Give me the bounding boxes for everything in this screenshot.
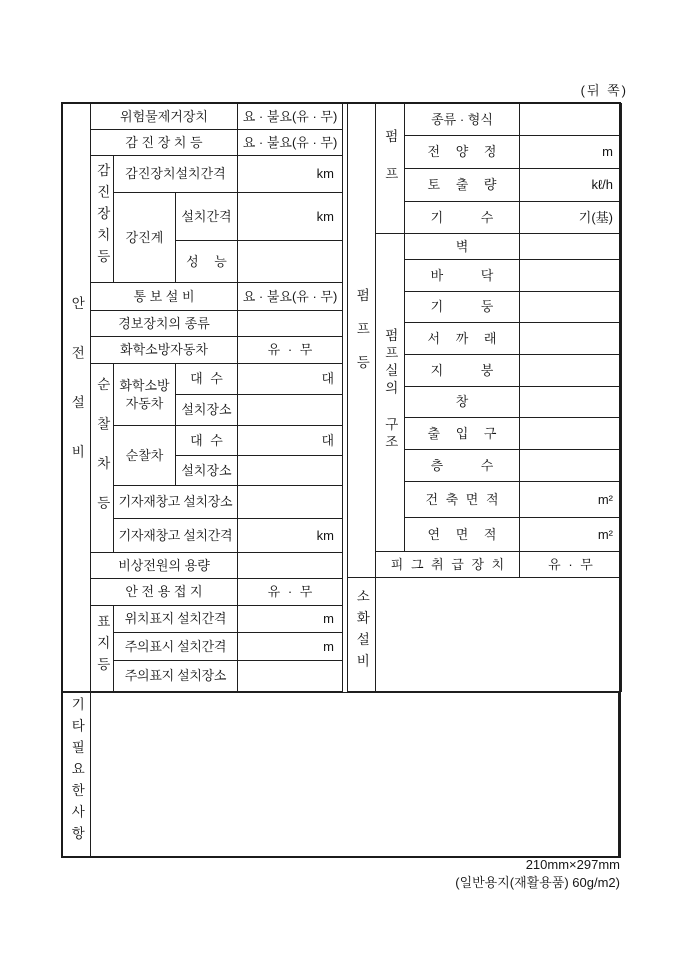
- field-label-gross-area: 연 면 적: [405, 518, 520, 552]
- group-label-pump-room: 펌프실의 구조: [382, 328, 398, 453]
- field-label-caution-mark: 주의표시 설치간격: [114, 633, 238, 661]
- field-value-caution-mark: m: [238, 633, 343, 661]
- field-value-seismic-devices: 요 · 불요(유 · 무): [238, 130, 343, 156]
- field-label-safety-grounding: 안 전 용 접 지: [91, 579, 238, 606]
- section-label-etc: 기타필요한사항: [69, 696, 85, 848]
- field-label-patrol-place: 설치장소: [176, 456, 238, 486]
- section-label-pump: 펌프등: [354, 287, 370, 389]
- field-label-sm-spacing: 설치간격: [176, 193, 238, 241]
- field-label-wall: 벽: [405, 234, 520, 260]
- field-value-warehouse-place: [238, 486, 343, 519]
- field-label-floor: 바 닥: [405, 260, 520, 292]
- field-label-rafter: 서 까 래: [405, 323, 520, 355]
- field-value-safety-grounding: 유 · 무: [238, 579, 343, 606]
- field-value-pig-handling: 유 · 무: [520, 552, 622, 578]
- group-cell-patrol: [91, 364, 114, 553]
- section-cell-fire: [348, 578, 376, 692]
- field-value-stories: [520, 450, 622, 482]
- field-value-roof: [520, 355, 622, 387]
- field-value-total-head: m: [520, 136, 622, 169]
- field-label-building-area: 건 축 면 적: [405, 482, 520, 518]
- paper-spec-note: (일반용지(재활용품) 60g/m2): [455, 875, 620, 891]
- field-value-sm-spacing: km: [238, 193, 343, 241]
- field-value-caution-sign: [238, 661, 343, 692]
- group-cell-pump-room: [376, 234, 405, 552]
- back-side-note: (뒤 쪽): [580, 83, 628, 98]
- field-label-stories: 층 수: [405, 450, 520, 482]
- section-cell-safety: [63, 104, 91, 692]
- field-value-window: [520, 387, 622, 418]
- field-label-caution-sign: 주의표지 설치장소: [114, 661, 238, 692]
- field-label-pillar: 기 둥: [405, 292, 520, 323]
- field-value-kind-type: [520, 104, 622, 136]
- field-label-location-sign: 위치표지 설치간격: [114, 606, 238, 633]
- group-label-seismic: 감진장치등: [94, 162, 110, 271]
- field-label-chem-truck-place: 설치장소: [176, 395, 238, 426]
- field-value-emergency-power: [238, 553, 343, 579]
- field-label-patrol-car: 순찰차: [114, 426, 176, 486]
- field-value-etc: [91, 693, 619, 857]
- field-value-chem-fire-truck: 유 · 무: [238, 337, 343, 364]
- field-value-warehouse-spacing: km: [238, 519, 343, 553]
- field-label-unit-count: 기 수: [405, 202, 520, 234]
- group-label-patrol: 순찰차등: [94, 376, 110, 535]
- field-value-doorway: [520, 418, 622, 450]
- field-label-notification: 통 보 설 비: [91, 283, 238, 311]
- field-label-sm-performance: 성 능: [176, 241, 238, 283]
- field-value-pillar: [520, 292, 622, 323]
- field-value-alarm-kind: [238, 311, 343, 337]
- field-label-kind-type: 종류 · 형식: [405, 104, 520, 136]
- group-label-pump: 펌프: [382, 128, 398, 204]
- form-main-area: [62, 103, 618, 692]
- field-label-window: 창: [405, 387, 520, 418]
- field-label-seismic-devices: 감 진 장 치 등: [91, 130, 238, 156]
- section-label-fire: 소화설비: [354, 589, 370, 676]
- section-cell-pump: [348, 104, 376, 578]
- field-value-floor: [520, 260, 622, 292]
- field-value-sm-performance: [238, 241, 343, 283]
- field-label-hazard-removal: 위험물제거장치: [91, 104, 238, 130]
- field-value-gross-area: m²: [520, 518, 622, 552]
- field-value-wall: [520, 234, 622, 260]
- field-value-seismic-spacing: km: [238, 156, 343, 193]
- field-label-chem-truck-sub: 화학소방자동차: [114, 364, 176, 426]
- field-label-total-head: 전 양 정: [405, 136, 520, 169]
- field-value-notification: 요 · 불요(유 · 무): [238, 283, 343, 311]
- field-value-location-sign: m: [238, 606, 343, 633]
- field-value-fire: [376, 578, 622, 692]
- section-cell-etc: [63, 693, 91, 857]
- field-value-chem-truck-place: [238, 395, 343, 426]
- group-cell-seismic: [91, 156, 114, 283]
- field-label-doorway: 출 입 구: [405, 418, 520, 450]
- field-value-patrol-place: [238, 456, 343, 486]
- page-footer: [0, 856, 620, 892]
- field-label-strong-motion: 강진계: [114, 193, 176, 283]
- group-cell-pump: [376, 104, 405, 234]
- field-label-patrol-count: 대 수: [176, 426, 238, 456]
- field-value-rafter: [520, 323, 622, 355]
- field-value-unit-count: 기(基): [520, 202, 622, 234]
- field-value-building-area: m²: [520, 482, 622, 518]
- paper-size-note: 210mm×297mm: [525, 857, 620, 872]
- section-label-safety: 안전설비: [69, 296, 85, 495]
- field-label-chem-truck-count: 대 수: [176, 364, 238, 395]
- field-label-seismic-spacing: 감진장치설치간격: [114, 156, 238, 193]
- group-cell-signs: [91, 606, 114, 692]
- field-value-hazard-removal: 요 · 불요(유 · 무): [238, 104, 343, 130]
- field-label-pig-handling: 피 그 취 급 장 치: [376, 552, 520, 578]
- group-label-signs: 표지등: [94, 613, 110, 679]
- form-body: [62, 103, 618, 857]
- field-label-discharge: 토 출 량: [405, 169, 520, 202]
- etc-table: [62, 692, 619, 857]
- field-value-chem-truck-count: 대: [238, 364, 343, 395]
- field-label-warehouse-place: 기자재창고 설치장소: [114, 486, 238, 519]
- field-label-warehouse-spacing: 기자재창고 설치간격: [114, 519, 238, 553]
- field-value-patrol-count: 대: [238, 426, 343, 456]
- field-label-alarm-kind: 경보장치의 종류: [91, 311, 238, 337]
- field-label-emergency-power: 비상전원의 용량: [91, 553, 238, 579]
- safety-facility-table: [62, 103, 343, 692]
- pump-table: [347, 103, 622, 692]
- field-label-chem-fire-truck: 화학소방자동차: [91, 337, 238, 364]
- field-label-roof: 지 붕: [405, 355, 520, 387]
- field-value-discharge: kℓ/h: [520, 169, 622, 202]
